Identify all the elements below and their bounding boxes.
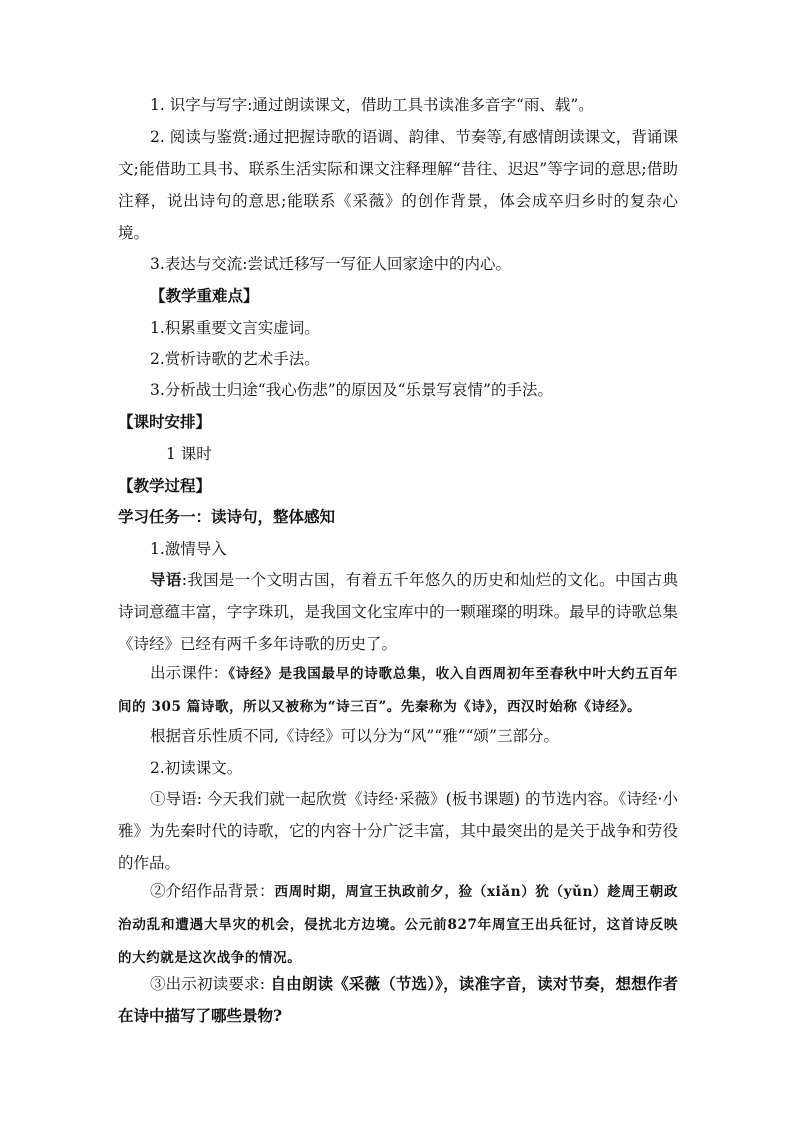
- music-classification: 根据音乐性质不同,《诗经》可以分为“风”“雅”“颂”三部分。: [150, 727, 559, 745]
- objective-1: 1. 识字与写字:通过朗读课文，借助工具书读准多音字“雨、载”。: [150, 96, 594, 114]
- key-point-1: 1.积累重要文言实虚词。: [150, 319, 320, 337]
- step2-item-1: ①导语: 今天我们就一起欣赏《诗经·采薇》(板书课题) 的节选内容。《诗经·小雅》为先秦时代的诗歌，它的内容十分广泛丰富，其中最突出的是关于战争和劳役的作品。: [118, 790, 678, 872]
- item2-label: ②介绍作品背景：: [150, 882, 275, 900]
- intro-paragraph: [118, 564, 678, 660]
- key-point-3: 3.分析战士归途“我心伤悲”的原因及“乐景写哀情”的手法。: [150, 381, 553, 399]
- key-points-heading: 【教学重难点】: [150, 286, 259, 305]
- item2-text: 西周时期，周宣王执政前夕，猃（xiǎn）狁（yǔn）趁周王朝政治动乱和遭遇大旱灾的机会，侵扰北方边境。公元前827年周宣王出兵征讨，这首诗反映的大约就是这次战争的情况。: [118, 884, 678, 966]
- courseware-paragraph: [118, 657, 678, 723]
- schedule-value: 1 课时: [166, 445, 212, 463]
- process-heading: 【教学过程】: [118, 476, 212, 495]
- objective-2: 2. 阅读与鉴赏:通过把握诗歌的语调、韵律、节奏等,有感情朗读课文，背诵课文;能借助工具书、联系生活实际和课文注释理解“昔往、迟迟”等字词的意思;借助注释，说出诗句的意思;能联系《采薇》的创作背景，体会成卒归乡时的复杂心境。: [118, 128, 678, 242]
- step2-title: 2.初读课文。: [150, 759, 243, 777]
- item3-text: 自由朗读《采薇（节选）》，读准字音，读对节奏，想想作者在诗中描写了哪些景物?: [118, 974, 678, 1025]
- intro-label: 导语: [150, 570, 182, 589]
- step2-item-2: [118, 875, 678, 974]
- item3-label: ③出示初读要求:: [150, 975, 265, 993]
- step2-item-3: [118, 968, 678, 1032]
- step1-title: 1.激情导入: [150, 540, 227, 558]
- courseware-label: 出示课件：: [150, 664, 229, 682]
- schedule-heading: 【课时安排】: [118, 412, 212, 431]
- task1-title: 学习任务一：读诗句，整体感知: [118, 507, 336, 526]
- intro-text: :我国是一个文明古国，有着五千年悠久的历史和灿烂的文化。中国古典诗词意蕴丰富，字字珠玑，是我国文化宝库中的一颗璀璨的明珠。最早的诗歌总集《诗经》已经有两千多年诗歌的历史了。: [118, 571, 678, 653]
- key-point-2: 2.赏析诗歌的艺术手法。: [150, 350, 320, 368]
- objective-3: 3.表达与交流:尝试迁移写一写征人回家途中的内心。: [150, 255, 512, 273]
- courseware-text: 《诗经》是我国最早的诗歌总集，收入自西周初年至春秋中叶大约五百年间的 305 篇诗歌，所以又被称为“诗三百”。先秦称为《诗》，西汉时始称《诗经》。: [118, 666, 678, 715]
